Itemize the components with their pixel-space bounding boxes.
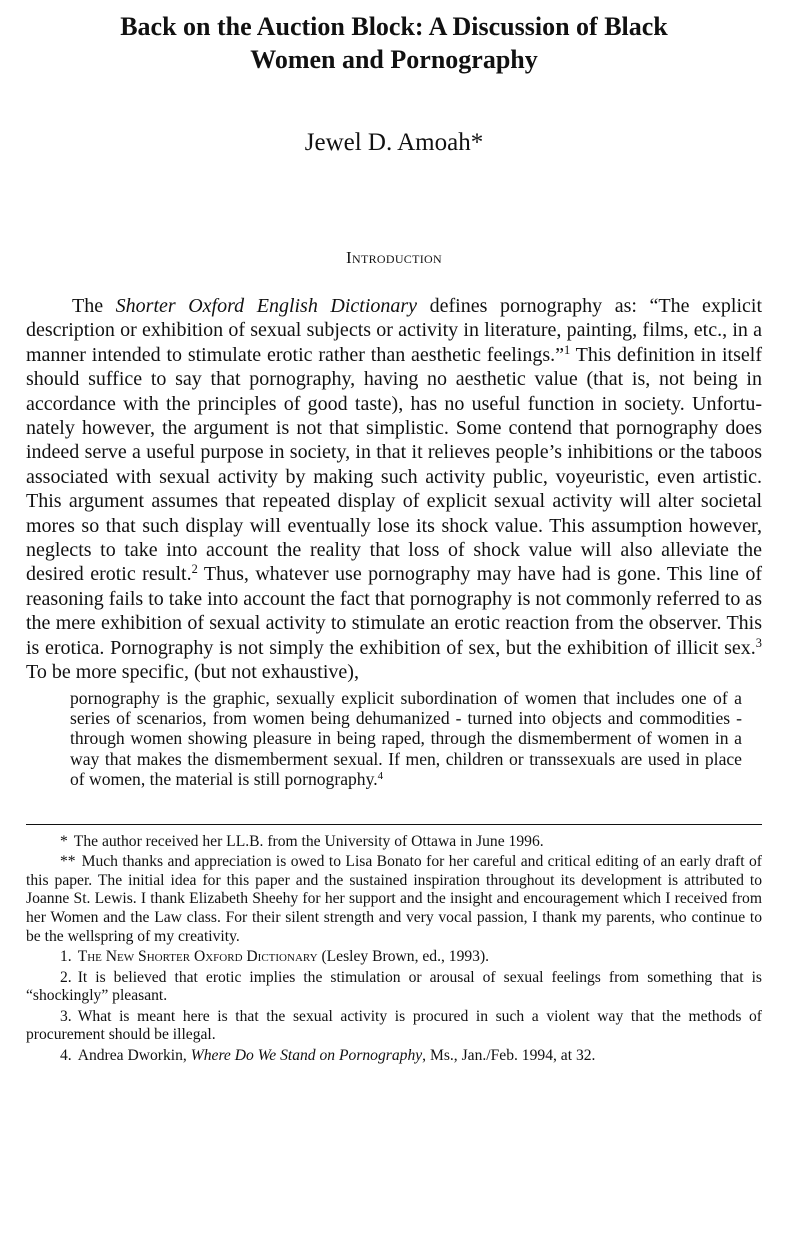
footnote-star: * The author received her LL.B. from the University of Ottawa in June 1996.	[60, 832, 544, 850]
footnote-4: 4. Andrea Dworkin, Where Do We Stand on Pornography, Ms., Jan./Feb. 1994, at 32.	[60, 1047, 596, 1065]
footnote-1-source-title: The New Shorter Oxford Dictionary	[77, 948, 318, 966]
author-name: Jewel D. Amoah*	[304, 129, 484, 156]
block-quote: pornography is the graphic, sexually explicit subordination of women that includes one of a series of scenarios, from women being dehumanized - turned into objects and commodities - through women showing pleasure in being raped, through the dismemberment of women in a way that makes the dismemberment sexual. If men, children or transsexuals are used in place of women, the material is still pornography.$^4$	[70, 687, 742, 790]
title-line-1: Back on the Auction Block: A Discussion of Black	[120, 12, 668, 41]
paragraph-intro: The Shorter Oxford English Dictionary defines pornography as: “The explicit description or exhibition of sexual subjects or activity in literature, painting, films, etc., in a manner intended to stimulate erotic rather than aesthetic feelings.”$^1$ This definition in itself should suffice to say that pornography, having no aesthetic value (that is, not being in accordance with the principles of good taste), has no useful function in society. Unfortunately however, the argument is not that simplistic. Some contend that pornography does indeed serve a useful purpose in society, in that it relieves people’s inhibitions or the taboos associated with sexual activity by making such activity public, voyeuristic, even artistic. This argument assumes that repeated display of explicit sexual activity will alter societal mores so that such display will eventually lose its shock value. This assumption however, neglects to take into account the reality that loss of shock value will also alleviate the desired erotic result.$^2$ Thus, whatever use pornography may have had is gone. This line of reasoning fails to take into account the fact that pornography is not commonly referred to as the mere exhibition of sexual activity to stimulate an erotic reaction from the observer. This is erotica. Pornography is not simply the exhibition of sex, but the exhibition of illicit sex.$^3$ To be more specific, (but not exhaustive),	[26, 295, 763, 684]
dictionary-title: Shorter Oxford English Dictionary	[115, 295, 418, 317]
title-line-2: Women and Pornography	[250, 45, 538, 74]
page	[26, 10, 762, 1068]
footnote-double-star: ** Much thanks and appreciation is owed to Lisa Bonato for her careful and critical editing of an early draft of this paper. The initial idea for this paper and the sustained inspiration throughout its development is attributed to Joanne St. Lewis. I thank Elizabeth Sheehy for her support and the insight and encouragement which I received from her Women and the Law class. For their silent strength and very vocal passion, I thank my parents, who continue to be the wellspring of my creativity.	[26, 853, 762, 945]
footnote-ref-2[interactable]: 2	[191, 562, 198, 577]
footnote-ref-3[interactable]: 3	[755, 635, 762, 650]
footnote-2: 2. It is believed that erotic implies the stimulation or arousal of sexual feelings from something that is “shockingly” pleasant.	[26, 968, 762, 1005]
section-heading: Introduction	[346, 248, 442, 267]
body-text	[26, 294, 762, 685]
footnote-ref-4[interactable]: 4	[377, 770, 384, 783]
footnote-divider	[26, 824, 762, 825]
footnotes	[26, 833, 762, 1066]
footnote-1: 1. The New Shorter Oxford Dictionary (Lesley Brown, ed., 1993).	[60, 948, 490, 966]
footnote-3: 3. What is meant here is that the sexual activity is procured in such a violent way that the methods of procurement should be illegal.	[26, 1007, 762, 1044]
footnote-ref-1[interactable]: 1	[564, 343, 571, 357]
article-title	[26, 10, 762, 76]
footnote-4-article-title: Where Do We Stand on Pornography	[190, 1047, 423, 1065]
